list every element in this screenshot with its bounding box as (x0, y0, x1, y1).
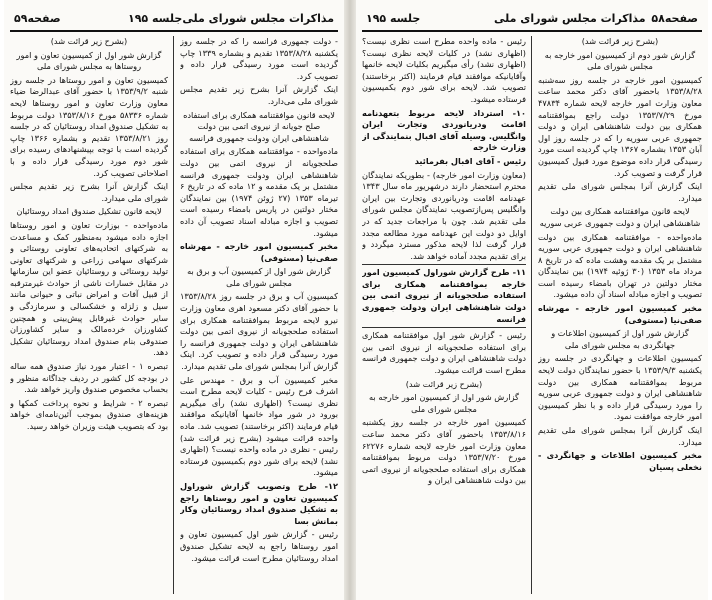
paragraph: مخبر کمیسیون آب و برق - مهندس علی اشرف فرح رئیس - کلیات لایحه مطرح است نظری نیست؟ (اظهاری نشد) رأی میگیریم بورود در شور مواد خانمها آقایانیکه موافقند قیام فرمایند (اکثر برخاستند) تصویب شد. ماده واحده قرائت میشود (بشرح زیر قرائت شد) رئیس - نظری در ماده واحده نیست؟ (اظهاری نشد) لایحه برای شور دوم بکمیسیون فرستاده میشود. (180, 374, 338, 478)
paragraph: کمیسیون آب و برق در جلسه روز ۱۳۵۳/۸/۲۸ با حضور آقای دکتر مسعود اهری معاون وزارت نیرو لایحه مربوط بموافقتنامه همکاری برای استفاده صلحجویانه از نیروی اتمی بین دولت شاهنشاهی ایران و دولت جمهوری فرانسه را مورد رسیدگی قرار داده و تصویب کرد. اینک گزارش آنرا بمجلس شورای ملی تقدیم میدارد. (180, 291, 338, 372)
right-page-header (362, 8, 702, 32)
column-divider (173, 36, 174, 594)
centered-line: گزارش شور اول از کمیسیون امور خارجه به مجلس شورای ملی (369, 392, 519, 414)
paragraph: - دولت جمهوری فرانسه را که در جلسه روز یکشنبه ۱۳۵۳/۸/۲۸ تقدیم و بشماره ۱۳۳۹ چاپ گردیده است مورد رسیدگی قرار داده و تصویب کرد. (180, 36, 338, 81)
paragraph: اینک گزارش آنرا بمجلس شورای ملی تقدیم میدارد. (538, 425, 702, 447)
section-heading: ۱۲- طرح وتصویب گزارش شوراول کمیسیون تعاون و امور روستاها راجع به تشکیل صندوق امداد روستائیان وکار بمانش بسا (180, 480, 338, 526)
paragraph: رئیس - گزارش شور اول کمیسیون تعاون و امور روستاها راجع به لایحه تشکیل صندوق امداد روستائیان مطرح است قرائت میشود. (180, 529, 338, 563)
paragraph: اینک گزارش آنرا بشرح زیر تقدیم مجلس شورای ملی می‌دارد. (180, 84, 338, 106)
paragraph: ماده‌واحده - بوزارت تعاون و امور روستاها اجازه داده میشود به‌منظور کمک و مساعدت به شرکتهای اتحادیه‌های تعاونی روستائی و شرکتهای سهامی زراعی و شرکتهای تعاونی تولید روستائی و روستائیان عضو این سازمانها در مقابل خسارات ناشی از حوادث غیرمترقبه از قبیل آفات و امراض نباتی و حیوانی مانند سیل و زلزله و خشکسالی و سرمازدگی و سایر حوادث غیرقابل پیش‌بینی و همچنین کشاورزان خرده‌مالک و سایر کشاورزان صندوقی بنام صندوق امداد روستائیان تشکیل دهد. (10, 219, 168, 358)
right-page-session: جلسه ۱۹۵ (366, 12, 421, 25)
paragraph: ماده‌واحده - موافقتنامه همکاری بین دولت شاهنشاهی ایران و دولت جمهوری عربی سوریه مشتمل بر یک مقدمه وهشت ماده که در تاریخ ۸ مرداد ماه ۱۳۵۳ (۳۰ ژوئیه ۱۹۷۴) بین نمایندگان مختار دولتین در تهران بامضاء رسیده است تصویب و اجازه مبادله اسناد آن داده میشود. (538, 231, 702, 300)
right-page-columns (362, 36, 702, 594)
centered-line: لایحه قانون تشکیل صندوق امداد روستائیان (16, 206, 162, 217)
centered-line: گزارش شور اول از کمیسیون آب و برق به مجلس شورای ملی (187, 266, 331, 288)
left-page-header (10, 8, 338, 32)
centered-line: گزارش شور اول از کمیسیون اطلاعات و جهانگردی به مجلس شورای ملی (551, 328, 689, 350)
right-page-left-column (362, 36, 526, 594)
right-page-number: صفحه۵۸ (651, 12, 698, 25)
left-page-columns (10, 36, 338, 594)
centered-line: (بشرح زیر قرائت شد) (581, 36, 659, 46)
centered-line: (بشرح زیر قرائت شد) (50, 36, 128, 46)
right-page-right-column (538, 36, 702, 594)
section-heading: مخبر کمیسیون امور خارجه - مهرشاه صفی‌نیا (مستوفی) (180, 241, 338, 263)
paragraph: تبصره ۱ - اعتبار مورد نیاز صندوق همه ساله در بودجه کل کشور در ردیف جداگانه منظور و بحساب مخصوص صندوق واریز خواهد شد. (10, 361, 168, 395)
left-page-right-column (180, 36, 338, 594)
centered-line: لایحه قانون موافقتنامه همکاری برای استفاده صلح جویانه از نیروی اتمی بین دولت شاهنشاهی ایران ودولت جمهوری فرانسه (183, 109, 335, 143)
paragraph: اینک گزارش آنرا بشرح زیر تقدیم مجلس شورای ملی میدارد. (10, 181, 168, 203)
section-heading: مخبر کمیسیون اطلاعات و جهانگردی - نخعلی پسیان (538, 450, 702, 472)
paragraph: رئیس - ماده واحده مطرح است نظری نیست؟ (اظهاری نشد) در کلیات لایحه نظری نیست؟ (اظهاری نشد) رأی میگیریم بکلیات لایحه خانمها وآقایانیکه موافقند قیام فرمایند (اکثر برخاستند) تصویب شد. لایحه برای شور دوم بکمیسیون فرستاده میشود. (362, 36, 526, 104)
section-heading: مخبر کمیسیون امور خارجه - مهرشاه صفی‌نیا (مستوفی) (538, 303, 702, 325)
centered-line: گزارش شور دوم از کمیسیون امور خارجه به مجلس شورای ملی (544, 49, 696, 72)
paragraph: رئیس - گزارش شور اول موافقتنامه همکاری برای استفاده صلحجویانه از نیروی اتمی بین دولت شاهنشاهی ایران و دولت جمهوری فرانسه مطرح است قرائت میشود. (362, 330, 526, 376)
paragraph: تبصره ۲ - شرایط و نحوه پرداخت کمکها و هزینه‌های صندوق بموجب آئین‌نامه‌ای خواهد بود که بتصویب هیئت وزیران خواهد رسید. (10, 397, 168, 431)
centered-line: گزارش شور اول از کمیسیون تعاون و امور روستاها به مجلس شورای ملی (16, 49, 162, 72)
section-heading: رئیس - آقای اقبال بفرمائید (414, 155, 526, 166)
section-heading: ۱۱- طرح گزارش شوراول کمیسیون امور خارجه بموافقتنامه همکاری برای استفاده صلحجویانه از نیروی اتمی بین دولت شاهنشاهی ایران ودولت جمهوری فرانسه (362, 264, 526, 328)
book-gutter (344, 0, 356, 600)
left-page-number: صفحه۵۹ (14, 12, 61, 25)
paragraph: کمیسیون اطلاعات و جهانگردی در جلسه روز یکشنبه ۱۳۵۳/۹/۳ با حضور نمایندگان دولت لایحه مربوط بموافقتنامه همکاری بین دولت شاهنشاهی ایران و دولت جمهوری عربی سوریه را مورد رسیدگی قرار داده و با نظر کمیسیون امور خارجه موافقت نمود. (538, 353, 702, 422)
centered-line: (بشرح زیر قرائت شد) (405, 378, 483, 389)
right-page-title: مذاکرات مجلس شورای ملی (494, 12, 646, 25)
left-page-title: مذاکرات مجلس شورای ملی (182, 12, 334, 25)
paragraph: اینک گزارش آنرا بمجلس شورای ملی تقدیم میدارد. (538, 181, 702, 203)
paragraph: (معاون وزارت امور خارجه) - بطوریکه نمایندگان محترم استحضار دارند درشهریور ماه سال ۱۳۴۳ عهدنامه اقامت ودریانوردی وتجارت بین ایران وانگلیس پس‌ازتصویب نمایندگان مجلس شورای ملی تقدیم شد. چون با مراجعات جدید که در اوایل دو دولت این عهدنامه مورد مطالعه مجدد قرار گرفت لذا لایحه مذکور مسترد میگردد و برای تقدیم مجدد آماده خواهد شد. (362, 169, 526, 261)
paragraph: کمیسیون تعاون و امور روستاها در جلسه روز شنبه ۱۳۵۳/۹/۲ با حضور آقای عبدالرضا ضیاء معاون وزارت تعاون و امور روستاها لایحه شماره ۵۸۳۳۶ مورخ ۱۳۵۳/۸/۱۶ دولت مربوط به تشکیل صندوق امداد روستائیان که در جلسه روز ۱۳۵۳/۸/۲۱ تقدیم و بشماره ۱۳۶۶ چاپ گردیده است با توجه بپیشنهادهای رسیده برای شور دوم مورد رسیدگی قرار داده و با اصلاحاتی تصویب کرد. (10, 74, 168, 178)
left-page-left-column (10, 36, 168, 594)
left-page-session: جلسه ۱۹۵ (128, 12, 183, 25)
paragraph: کمیسیون امور خارجه در جلسه روز سه‌شنبه ۱۳۵۳/۸/۲۸ باحضور آقای دکتر محمد ساعت معاون وزارت امور خارجه لایحه شماره ۴۷۸۳۴ مورخ ۱۳۵۳/۷/۲۹ دولت راجع بموافقتنامه همکاری بین دولت شاهنشاهی ایران و دولت جمهوری عربی سوریه را که در جلسه روز اول آبان ۱۳۵۳ بشماره ۱۳۶۷ چاپ گردیده است مورد رسیدگی قرار داده موضوع مورد قبول کمیسیون قرار گرفت و تصویب کرد. (538, 74, 702, 178)
column-divider (531, 36, 532, 594)
section-heading: ۱۰- استرداد لایحه مربوط بتعهدنامه اقامت ودریانوردی وتجارت ایران وانگلیس. وسیله آقای اقبال بنمایندگی از وزارت خارجه (362, 107, 526, 153)
left-page (4, 0, 344, 600)
right-page (356, 0, 708, 600)
paragraph: ماده‌واحده - موافقتنامه همکاری برای استفاده صلحجویانه از نیروی اتمی بین دولت شاهنشاهی ایران ودولت جمهوری فرانسه مشتمل بر یک مقدمه و ۱۲ ماده که در تاریخ ۶ تیرماه ۱۳۵۳ (۲۷ ژوئن ۱۹۷۴) بین نمایندگان مختار دولتین در پاریس بامضاء رسیده است تصویب و اجازه مبادله اسناد تصویب آن داده میشود. (180, 146, 338, 238)
paragraph: کمیسیون امور خارجه در جلسه روز یکشنبه ۱۳۵۳/۸/۱۶ باحضور آقای دکتر محمد ساعت معاون وزارت امور خارجه لایحه شماره ۶۲۲۷۶ مورخ ۱۳۵۳/۷/۲۰ دولت مربوط بموافقتنامه همکاری برای استفاده صلحجویانه از نیروی اتمی بین دولت شاهنشاهی ایران و (362, 417, 526, 486)
centered-line: لایحه قانون موافقتنامه همکاری بین دولت شاهنشاهی ایران و دولت جمهوری عربی سوریه (539, 206, 701, 228)
